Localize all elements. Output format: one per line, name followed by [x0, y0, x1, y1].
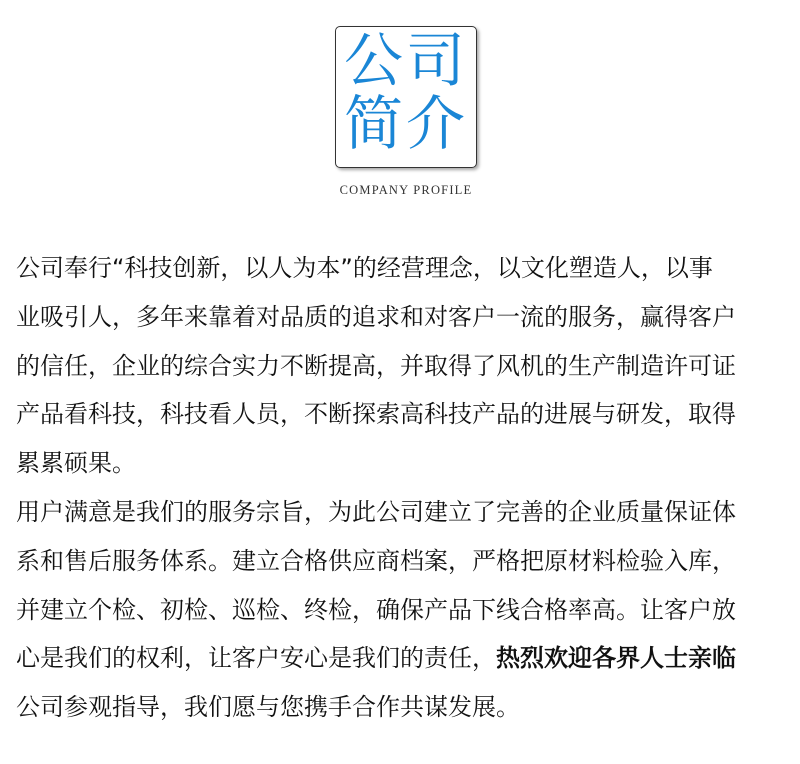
text-line — [16, 634, 788, 683]
text-line: 公司参观指导，我们愿与您携手合作共谋发展。 — [16, 693, 520, 722]
text-line: 公司奉行“科技创新，以人为本”的经营理念，以文化塑造人，以事 — [16, 254, 713, 282]
text-line: 累累硕果。 — [16, 449, 136, 478]
text-line: 产品看科技，科技看人员，不断探索高科技产品的进展与研发，取得 — [16, 400, 736, 429]
company-profile-title-box — [335, 26, 477, 168]
text-regular: 心是我们的权利，让客户安心是我们的责任， — [16, 644, 496, 673]
text-line: 并建立个检、初检、巡检、终检，确保产品下线合格率高。让客户放 — [16, 595, 736, 624]
title-line-2: 简介 — [344, 89, 469, 158]
paragraph-1 — [16, 244, 788, 488]
company-description — [16, 244, 788, 732]
company-profile-subtitle: COMPANY PROFILE — [339, 183, 473, 197]
title-line-1: 公司 — [344, 26, 469, 95]
text-line: 系和售后服务体系。建立合格供应商档案，严格把原材料检验入库， — [16, 546, 736, 575]
text-line: 业吸引人，多年来靠着对品质的追求和对客户一流的服务，赢得客户 — [16, 302, 736, 331]
paragraph-2 — [16, 488, 788, 732]
text-line: 用户满意是我们的服务宗旨，为此公司建立了完善的企业质量保证体 — [16, 497, 736, 526]
welcome-text-bold: 热烈欢迎各界人士亲临 — [496, 644, 736, 673]
text-line: 的信任，企业的综合实力不断提高，并取得了风机的生产制造许可证 — [16, 351, 736, 380]
